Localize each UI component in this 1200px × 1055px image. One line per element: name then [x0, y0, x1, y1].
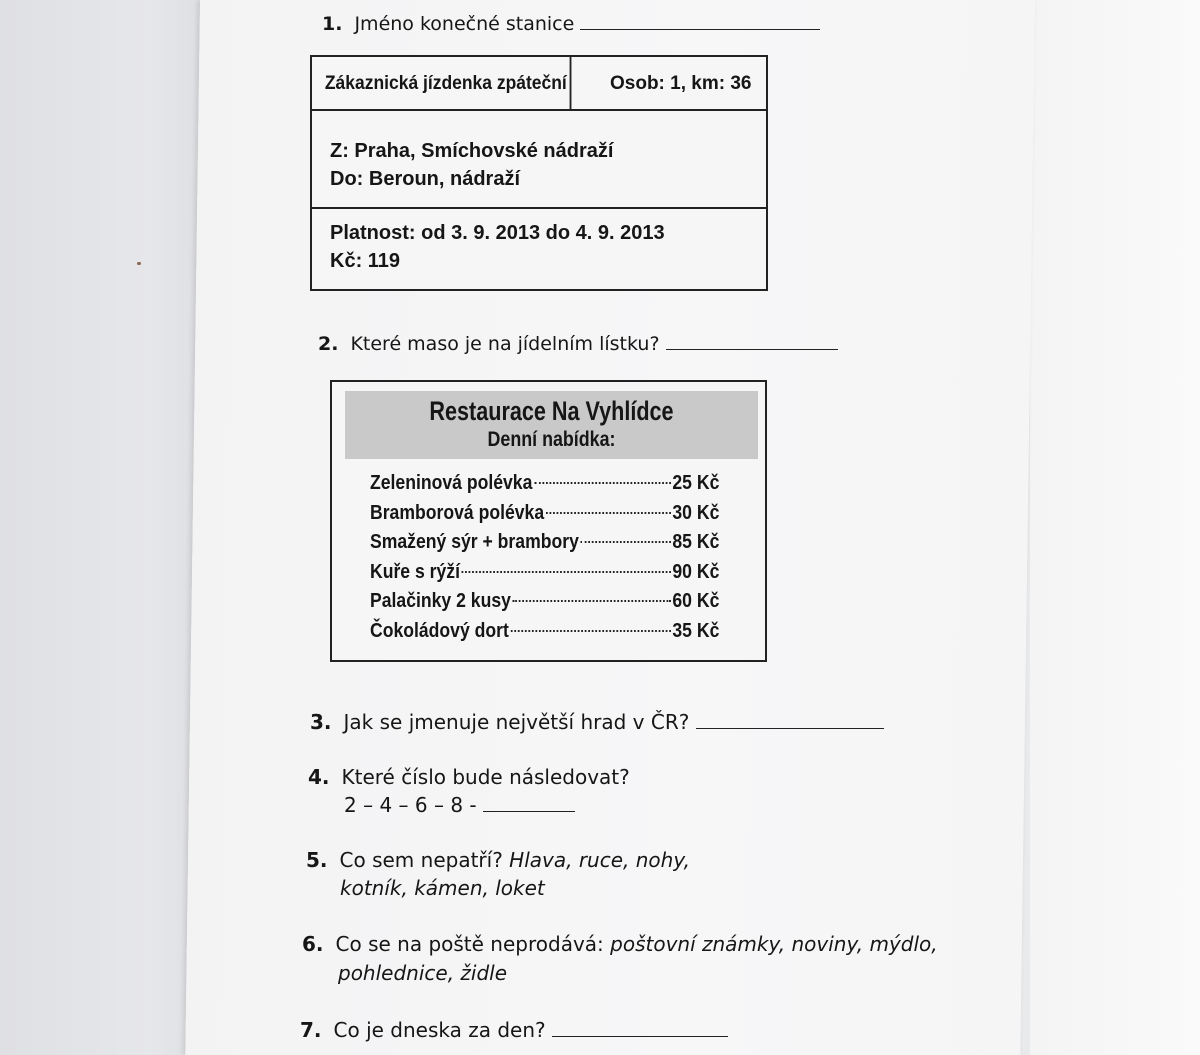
- question-number: 4.: [308, 765, 330, 789]
- menu-item-name: Palačinky 2 kusy: [370, 590, 511, 612]
- number-sequence: 2 – 4 – 6 – 8 -: [344, 793, 477, 817]
- menu-item: [370, 531, 719, 561]
- menu-item: [370, 561, 719, 591]
- ticket-persons-km: Osob: 1, km: 36: [610, 73, 752, 94]
- question-5-line2: [340, 874, 545, 902]
- question-options: poštovní známky, noviny, mýdlo,: [610, 932, 938, 956]
- menu-item-price: 30 Kč: [672, 501, 720, 524]
- ticket-validity: Platnost: od 3. 9. 2013 do 4. 9. 2013: [330, 222, 665, 244]
- question-1: [322, 10, 820, 38]
- question-number: 2.: [318, 333, 339, 355]
- menu-item-price: 85 Kč: [672, 531, 720, 553]
- ticket-price: Kč: 119: [330, 250, 401, 272]
- question-5: [306, 846, 690, 874]
- question-6-line2: [338, 959, 507, 987]
- question-number: 7.: [300, 1018, 322, 1042]
- question-options: Hlava, ruce, nohy,: [509, 848, 690, 872]
- menu-subtitle: Denní nabídka:: [487, 428, 616, 451]
- menu-item-price: 60 Kč: [672, 590, 720, 612]
- question-number: 5.: [306, 848, 328, 872]
- question-text: Jméno konečné stanice: [354, 13, 575, 35]
- menu-item-name: Bramborová polévka: [370, 501, 545, 524]
- menu-list: [370, 472, 720, 649]
- dot-leader: [462, 571, 671, 573]
- question-text: Které maso je na jídelním lístku?: [350, 333, 660, 355]
- question-text: Co sem nepatří?: [339, 848, 503, 872]
- restaurant-menu: [330, 380, 767, 662]
- answer-line[interactable]: [666, 330, 838, 350]
- menu-item-price: 25 Kč: [672, 472, 720, 494]
- ticket-to: Do: Beroun, nádraží: [330, 168, 521, 190]
- dot-leader: [581, 541, 671, 543]
- question-text: Co se na poště neprodává:: [335, 932, 604, 956]
- question-7: [300, 1016, 728, 1044]
- question-2: [318, 330, 838, 358]
- question-text: Co je dneska za den?: [333, 1018, 546, 1042]
- ticket-from: Z: Praha, Smíchovské nádraží: [330, 140, 614, 162]
- ticket-type: Zákaznická jízdenka zpáteční: [312, 57, 571, 109]
- answer-line[interactable]: [483, 792, 575, 812]
- question-number: 3.: [310, 710, 332, 734]
- dot-leader: [513, 600, 671, 602]
- menu-item-name: Smažený sýr + brambory: [370, 531, 579, 553]
- dot-leader: [534, 482, 670, 484]
- question-4: [308, 763, 630, 791]
- dot-leader: [546, 512, 671, 514]
- menu-item-price: 90 Kč: [672, 560, 720, 583]
- question-3: [310, 708, 884, 736]
- answer-line[interactable]: [552, 1017, 728, 1037]
- question-4-sequence: [344, 791, 575, 819]
- question-options-continued: kotník, kámen, loket: [340, 876, 545, 900]
- answer-line[interactable]: [696, 709, 884, 729]
- answer-line[interactable]: [580, 10, 820, 30]
- menu-item-name: Zeleninová polévka: [370, 472, 533, 494]
- menu-item: [370, 502, 719, 532]
- question-options-continued: pohlednice, židle: [338, 961, 508, 985]
- menu-item-name: Kuře s rýží: [370, 560, 460, 583]
- menu-item-name: Čokoládový dort: [370, 619, 509, 642]
- menu-title: Restaurace Na Vyhlídce: [429, 396, 674, 426]
- question-text: Které číslo bude následovat?: [341, 765, 630, 789]
- menu-item: [370, 590, 719, 620]
- table-surface-right: [1030, 0, 1200, 1055]
- dot-leader: [511, 630, 671, 632]
- train-ticket: [310, 55, 768, 291]
- menu-item-price: 35 Kč: [672, 619, 720, 642]
- menu-item: [370, 472, 719, 502]
- menu-header: [345, 391, 758, 459]
- question-number: 6.: [302, 932, 324, 956]
- question-6: [302, 930, 938, 958]
- question-number: 1.: [322, 13, 343, 35]
- table-speck: [137, 262, 141, 265]
- question-text: Jak se jmenuje největší hrad v ČR?: [343, 710, 690, 734]
- table-surface-left: [0, 0, 215, 1055]
- menu-item: [370, 620, 719, 650]
